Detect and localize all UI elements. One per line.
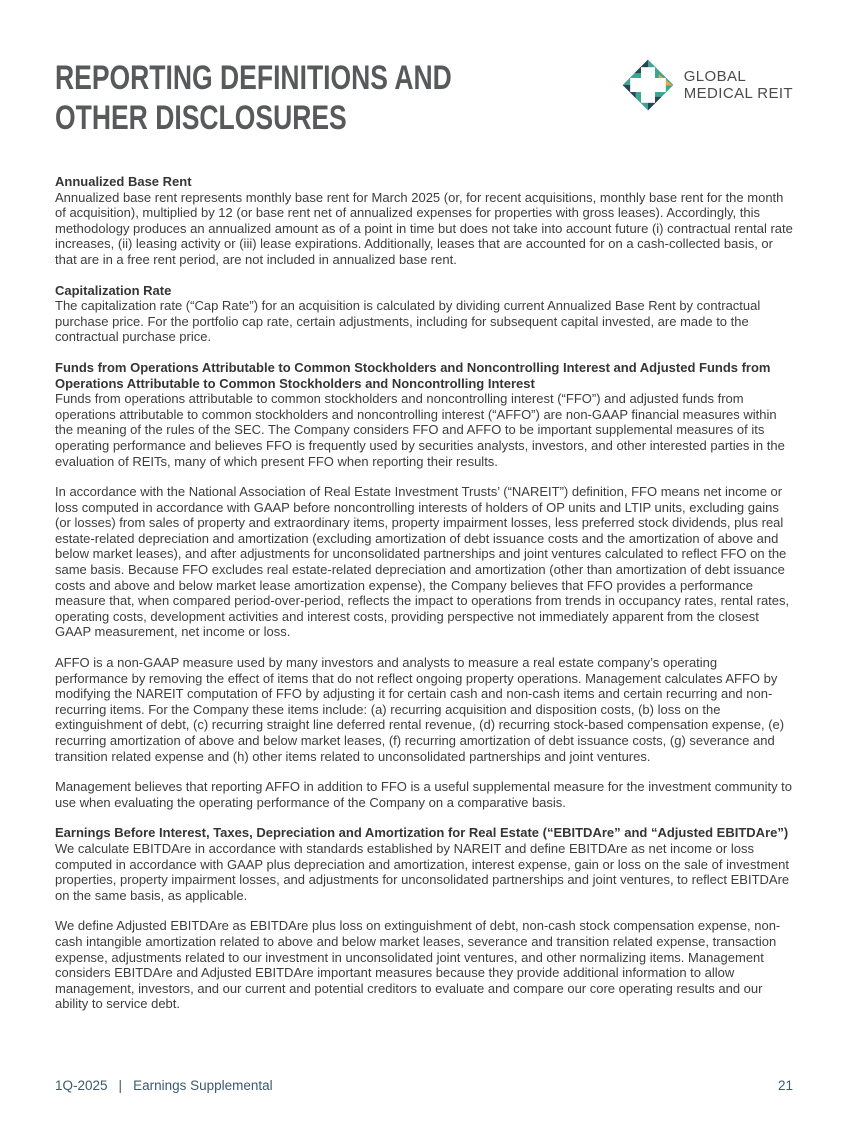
paragraph: Annualized base rent represents monthly base rent for March 2025 (or, for recent acquisitions, monthly base rent for the month of acquisition), multiplied by 12 (or base rent net of annualized expenses for properties with gross leases). Accordingly, this methodology produces an annualized amount as of a point in time but does not take into account future (i) contractual rental rate increases, (ii) leasing activity or (iii) lease expirations. Additionally, leases that are accounted for on a cash-collected basis, or that are in a free rent period, are not included in annualized base rent. <box>55 189 793 267</box>
page-content <box>55 174 793 1012</box>
section-ffo-affo <box>55 360 793 810</box>
company-logo-line-1: GLOBAL <box>683 68 747 85</box>
paragraph: Funds from operations attributable to common stockholders and noncontrolling interest (“FFO”) and adjusted funds from operations attributable to common stockholders and noncontrolling interest (“AFFO”) are non-GAAP financial measures within the meaning of the rules of the SEC. The Company considers FFO and AFFO to be important supplemental measures of its operating performance and believes FFO is frequently used by securities analysts, investors, and other interested parties in the evaluation of REITs, many of which present FFO when reporting their results. <box>55 391 785 469</box>
section-heading: Capitalization Rate <box>55 282 172 298</box>
paragraph: The capitalization rate (“Cap Rate”) for an acquisition is calculated by dividing current Annualized Base Rent by contractual purchase price. For the portfolio cap rate, certain adjustments, including for subsequent capital invested, are made to the contractual purchase price. <box>55 298 761 345</box>
footer-quarter: 1Q-2025 <box>55 1078 108 1093</box>
paragraph: AFFO is a non-GAAP measure used by many investors and analysts to measure a real estate company’s operating performance by removing the effect of items that do not reflect ongoing property operations. Management calculates AFFO by modifying the NAREIT computation of FFO by adjusting it for certain cash and non-cash items and certain recurring and non-recurring items. For the Company these items include: (a) recurring acquisition and disposition costs, (b) loss on the extinguishment of debt, (c) recurring straight line deferred rental revenue, (d) recurring stock-based compensation expense, (e) recurring amortization of above and below market leases, (f) recurring amortization of debt issuance costs, (g) severance and transition related expense and (h) other items related to unconsolidated partnerships and joint ventures. <box>55 655 785 764</box>
paragraph: We calculate EBITDAre in accordance with standards established by NAREIT and define EBITDAre as net income or loss computed in accordance with GAAP plus depreciation and amortization, interest expense, gain or loss on the sale of investment properties, property impairment losses, and adjustments for unconsolidated partnerships and joint ventures, to reflect EBITDAre on the same basis, as applicable. <box>55 840 790 903</box>
page-number: 21 <box>777 1078 793 1093</box>
section-heading: Annualized Base Rent <box>55 174 192 189</box>
title-block <box>55 56 621 138</box>
company-logo-line-2: MEDICAL REIT <box>683 85 793 102</box>
company-logo <box>621 57 793 113</box>
section-annualized-base-rent <box>55 174 793 268</box>
section-heading: Funds from Operations Attributable to Common Stockholders and Noncontrolling Interest and Adjusted Funds from Operations Attributable to Common Stockholders and Noncontrolling Interest <box>55 359 771 391</box>
paragraph: We define Adjusted EBITDAre as EBITDAre plus loss on extinguishment of debt, non-cash stock compensation expense, non-cash intangible amortization related to above and below market leases, severance and transition related expense, transaction expense, adjustments related to our investment in unconsolidated joint ventures, and other normalizing items. Management considers EBITDAre and Adjusted EBITDAre important measures because they provide additional information to allow management, investors, and our current and potential creditors to evaluate and compare our core operating results and our ability to service debt. <box>55 918 781 1012</box>
footer-left <box>55 1078 273 1093</box>
page-footer <box>55 1078 793 1093</box>
paragraph: In accordance with the National Association of Real Estate Investment Trusts’ (“NAREIT”) definition, FFO means net income or loss computed in accordance with GAAP before noncontrolling interests of holders of OP units and LTIP units, excluding gains (or losses) from sales of property and extraordinary items, property impairment losses, less preferred stock dividends, plus real estate-related depreciation and amortization (excluding amortization of debt issuance costs and the amortization of above and below market leases), and after adjustments for unconsolidated partnerships and joint ventures calculated to reflect FFO on the same basis. Because FFO excludes real estate-related depreciation and amortization (other than amortization of debt issuance costs and above and below market lease amortization expense), the Company believes that FFO provides a performance measure that, when compared period-over-period, reflects the impact to operations from trends in occupancy rates, rental rates, operating costs, development activities and interest costs, providing perspective not immediately apparent from the closest GAAP measurement, net income or loss. <box>55 484 790 640</box>
footer-label: Earnings Supplemental <box>133 1078 273 1093</box>
page-title <box>55 58 496 138</box>
footer-separator: | <box>118 1078 123 1093</box>
section-heading: Earnings Before Interest, Taxes, Depreciation and Amortization for Real Estate (“EBITDAre” and “Adjusted EBITDAre”) <box>55 825 789 841</box>
paragraph: Management believes that reporting AFFO in addition to FFO is a useful supplemental measure for the investment community to use when evaluating the operating performance of the Company on a comparative basis. <box>55 779 793 810</box>
company-logo-text <box>684 68 793 102</box>
section-ebitdare <box>55 825 793 1012</box>
page-title-line-2: OTHER DISCLOSURES <box>55 99 347 137</box>
logo-cross-horizontal <box>630 78 666 92</box>
page-header <box>55 56 793 138</box>
page-title-line-1: REPORTING DEFINITIONS AND <box>55 59 452 97</box>
gmr-pinwheel-cross-icon <box>621 57 675 113</box>
section-capitalization-rate <box>55 283 793 345</box>
